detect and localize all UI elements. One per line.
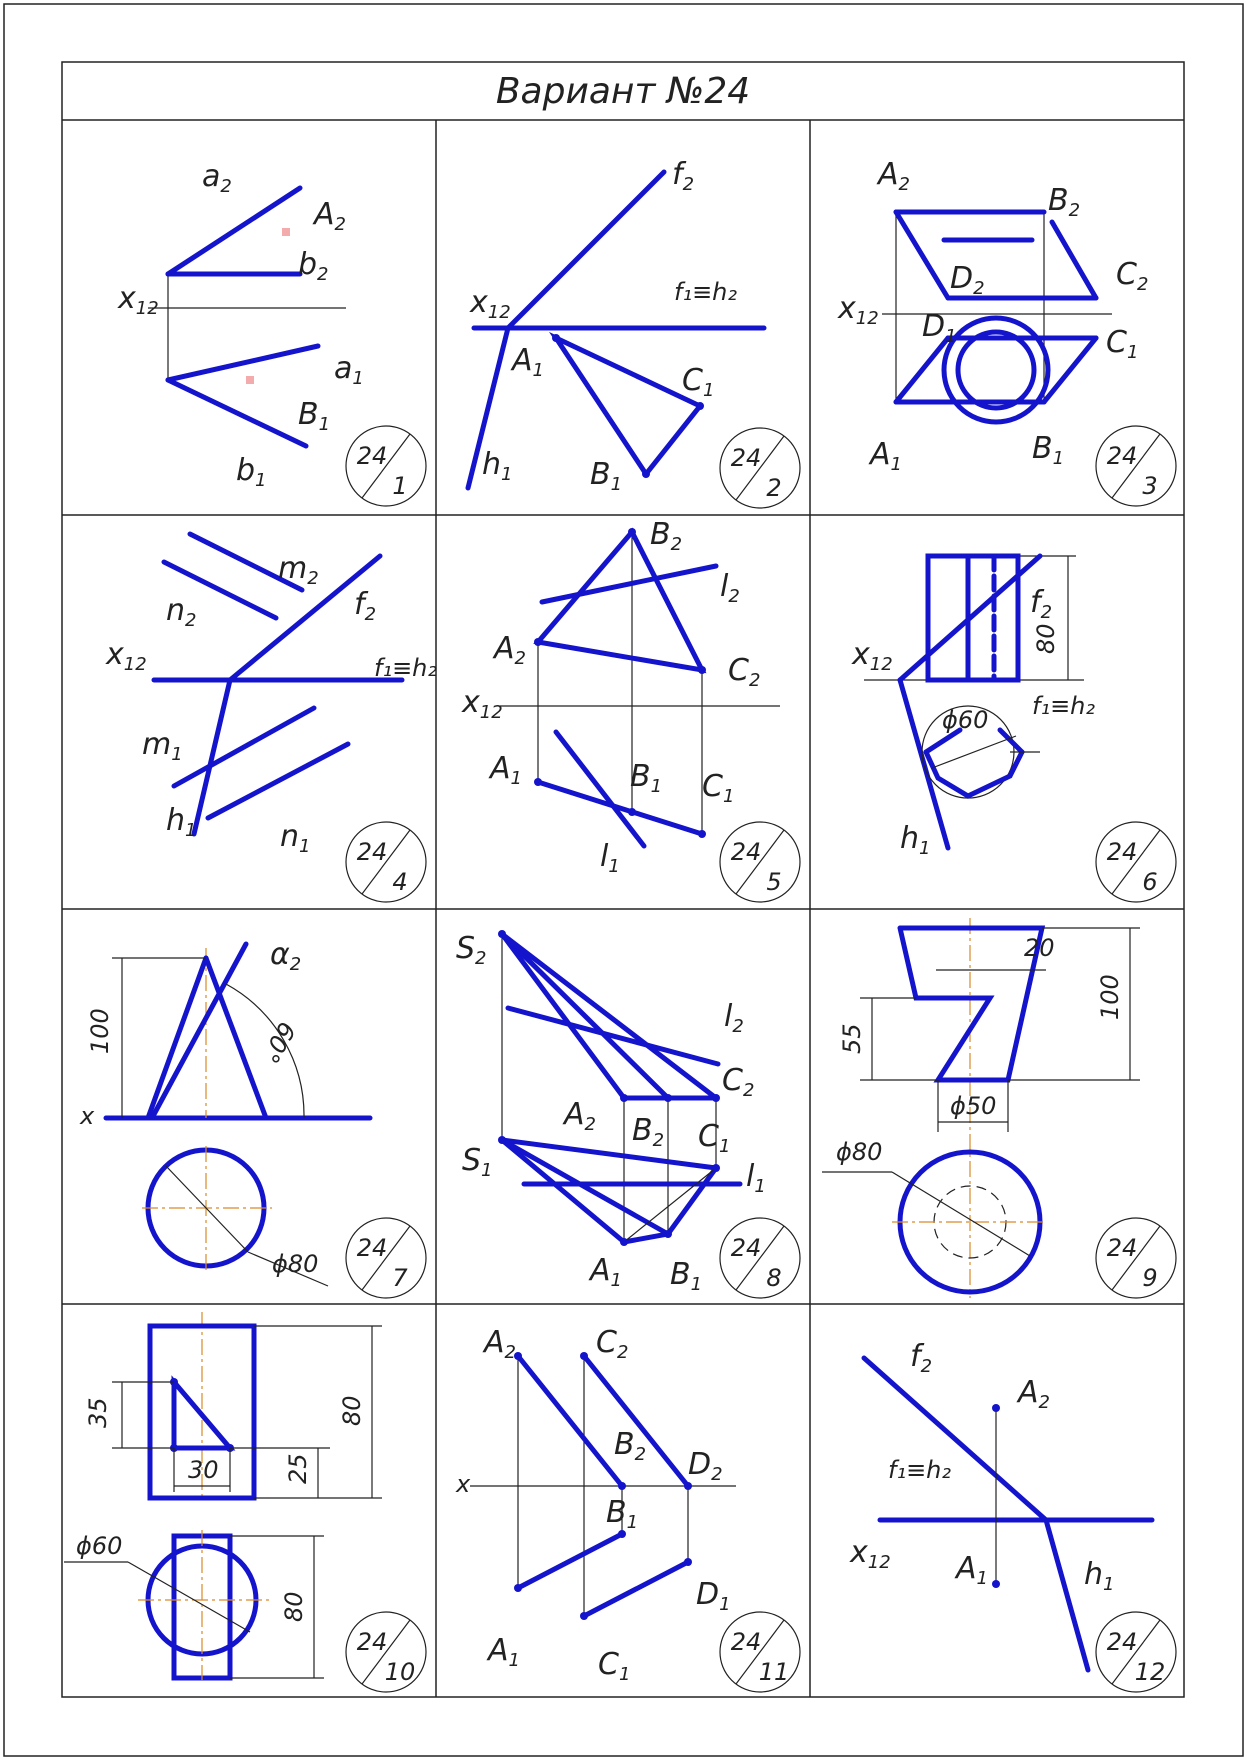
label-B1: B [630, 759, 651, 794]
label-B1: B [590, 457, 611, 492]
svg-text:A2: $A_2$ [484, 1325, 516, 1363]
svg-text:B1: $B_1$ [606, 1495, 639, 1533]
svg-text:x12: $x_{12}$ [850, 1535, 891, 1573]
svg-text:A1: $A_1$ [512, 343, 544, 381]
svg-text:D2: $D_2$ [950, 261, 985, 299]
label-x12: x [470, 285, 488, 320]
stamp-2 [720, 428, 800, 508]
svg-text:24: 24 [1106, 1628, 1138, 1656]
label-A2: A [494, 631, 515, 666]
svg-text:B1: $B_1$ [298, 397, 331, 435]
svg-text:8: 8 [766, 1264, 782, 1292]
dim-35: 35 [84, 1397, 112, 1428]
svg-text:A2: $A_2$ [494, 631, 526, 669]
svg-text:A2: $A_2$ [878, 157, 910, 195]
label-B2: B [1048, 183, 1069, 218]
label-B1: B [1032, 431, 1053, 466]
svg-text:A2: $A_2$ [314, 197, 346, 235]
label-C2: C [728, 653, 749, 688]
svg-text:A2: $A_2$ [564, 1097, 596, 1135]
label-A1: A [870, 437, 891, 472]
svg-text:S1: $S_1$ [462, 1143, 493, 1181]
label-C2: C [596, 1325, 617, 1360]
label-h1: h [1084, 1557, 1104, 1592]
svg-text:S2: $S_2$ [456, 931, 487, 969]
svg-text:C1: $C_1$ [698, 1119, 731, 1157]
stamp-9 [1096, 1218, 1176, 1298]
svg-text:24: 24 [730, 1234, 762, 1262]
svg-text:x12: $x_{12}$ [838, 291, 879, 329]
label-b1: b [236, 453, 256, 488]
svg-text:B2: $B_2$ [650, 517, 683, 555]
dim-phi80: ϕ80 [836, 1138, 883, 1166]
label-C1: C [682, 363, 703, 398]
svg-text:f2: $f_2$ [1030, 585, 1053, 623]
label-C1: C [698, 1119, 719, 1154]
svg-text:m2: $m_2$ [278, 551, 319, 589]
label-A2: A [1018, 1375, 1039, 1410]
svg-text:B1: $B_1$ [670, 1257, 703, 1295]
panel-12 [849, 1339, 1176, 1692]
label-B2: B [650, 517, 671, 552]
label-n2: n [166, 593, 186, 628]
label-A2: A [484, 1325, 505, 1360]
label-x: x [456, 1470, 471, 1498]
label-S2: S [456, 931, 476, 966]
label-A1: A [956, 1551, 977, 1586]
label-A1: A [490, 751, 511, 786]
dim-20: 20 [1024, 934, 1055, 962]
svg-text:a1: $a_1$ [334, 351, 364, 389]
svg-text:C2: $C_2$ [596, 1325, 629, 1363]
label-C2: C [722, 1063, 743, 1098]
panel-10 [64, 1312, 426, 1692]
panel-9 [822, 918, 1176, 1298]
label-l2: l [724, 999, 733, 1034]
label-f1-h2: f₁≡h₂ [1032, 692, 1096, 720]
label-D2: D [688, 1447, 712, 1482]
svg-text:α2: $\alpha_2$ [270, 937, 302, 975]
label-A1: A [512, 343, 533, 378]
panel-7 [79, 937, 426, 1298]
label-x: x [80, 1102, 95, 1130]
label-x12: x [850, 1535, 868, 1570]
label-A2: A [314, 197, 335, 232]
svg-text:24: 24 [1106, 442, 1138, 470]
svg-text:24: 24 [730, 1628, 762, 1656]
label-D1: D [696, 1577, 720, 1612]
label-m1: m [142, 727, 172, 762]
svg-text:B1: $B_1$ [1032, 431, 1065, 469]
svg-text:10: 10 [384, 1658, 416, 1686]
svg-text:C2: $C_2$ [722, 1063, 755, 1101]
label-a1: a [334, 351, 353, 386]
svg-text:l2: $l_2$ [720, 569, 740, 607]
label-b2: b [298, 247, 318, 282]
svg-text:f2: $f_2$ [910, 1339, 933, 1377]
svg-text:m1: $m_1$ [142, 727, 183, 765]
label-B1: B [298, 397, 319, 432]
svg-text:1: 1 [392, 472, 408, 500]
svg-text:A1: $A_1$ [490, 751, 522, 789]
svg-text:l1: $l_1$ [746, 1159, 766, 1197]
svg-text:24: 24 [356, 1234, 388, 1262]
svg-text:12: 12 [1134, 1658, 1166, 1686]
label-l1: l [746, 1159, 755, 1194]
svg-text:D2: $D_2$ [688, 1447, 723, 1485]
svg-text:x12: $x_{12}$ [118, 281, 159, 319]
label-x12: x [838, 291, 856, 326]
label-h1: h [900, 821, 920, 856]
panel-6 [851, 556, 1176, 902]
svg-text:24: 24 [730, 838, 762, 866]
label-B2: B [614, 1427, 635, 1462]
svg-text:24: 24 [1106, 1234, 1138, 1262]
stamp-12 [1096, 1612, 1176, 1692]
stamp-3 [1096, 426, 1176, 506]
label-D1: D [922, 309, 946, 344]
svg-text:B2: $B_2$ [614, 1427, 647, 1465]
label-x12: x [852, 637, 870, 672]
dim-100: 100 [86, 1008, 114, 1054]
panel-5 [461, 517, 800, 902]
svg-text:24: 24 [356, 838, 388, 866]
stamp-10 [346, 1612, 426, 1692]
svg-text:l2: $l_2$ [724, 999, 744, 1037]
label-f2: f [354, 587, 365, 622]
svg-text:24: 24 [730, 444, 762, 472]
svg-text:9: 9 [1142, 1264, 1158, 1292]
dim-100: 100 [1096, 974, 1124, 1020]
svg-text:h1: $h_1$ [166, 803, 197, 841]
dim-25: 25 [284, 1453, 312, 1484]
svg-text:11: 11 [758, 1658, 790, 1686]
svg-text:D1: $D_1$ [696, 1577, 731, 1615]
svg-text:n1: $n_1$ [280, 819, 311, 857]
label-h1: h [482, 447, 502, 482]
label-A1: A [488, 1633, 509, 1668]
dim-30: 30 [188, 1456, 219, 1484]
dim-phi60: ϕ60 [942, 706, 989, 734]
svg-text:24: 24 [356, 1628, 388, 1656]
dim-angle: 60° [255, 1017, 302, 1068]
svg-text:A2: $A_2$ [1018, 1375, 1050, 1413]
svg-text:7: 7 [392, 1264, 408, 1292]
stamp-6 [1096, 822, 1176, 902]
svg-text:n2: $n_2$ [166, 593, 197, 631]
stamp-11 [720, 1612, 800, 1692]
svg-text:A1: $A_1$ [870, 437, 902, 475]
label-m2: m [278, 551, 308, 586]
svg-text:A1: $A_1$ [590, 1253, 622, 1291]
svg-text:x12: $x_{12}$ [106, 637, 147, 675]
svg-text:A1: $A_1$ [956, 1551, 988, 1589]
label-f1-h2: f₁≡h₂ [888, 1456, 952, 1484]
svg-text:24: 24 [356, 442, 388, 470]
svg-text:5: 5 [766, 868, 782, 896]
svg-text:B2: $B_2$ [632, 1113, 665, 1151]
svg-text:6: 6 [1142, 868, 1158, 896]
label-C1: C [702, 769, 723, 804]
label-f1-h2: f₁≡h₂ [674, 278, 738, 306]
panel-1 [117, 159, 426, 506]
svg-text:C2: $C_2$ [728, 653, 761, 691]
label-x12: x [462, 685, 480, 720]
label-f2: f [672, 157, 683, 192]
svg-text:3: 3 [1142, 472, 1158, 500]
dim-phi60: ϕ60 [76, 1532, 123, 1560]
svg-text:C1: $C_1$ [1106, 325, 1139, 363]
dim-phi50: ϕ50 [950, 1092, 997, 1120]
panel-3 [837, 157, 1176, 506]
svg-text:h1: $h_1$ [1084, 1557, 1115, 1595]
svg-text:h1: $h_1$ [482, 447, 513, 485]
label-B1: B [670, 1257, 691, 1292]
svg-text:B1: $B_1$ [590, 457, 623, 495]
svg-text:B2: $B_2$ [1048, 183, 1081, 221]
svg-text:2: 2 [766, 474, 782, 502]
panel-2 [468, 157, 800, 508]
label-C2: C [1116, 257, 1137, 292]
label-l2: l [720, 569, 729, 604]
label-C1: C [598, 1647, 619, 1682]
page-border [4, 4, 1243, 1756]
label-A2: A [878, 157, 899, 192]
label-a2: a [202, 159, 221, 194]
stamp-7 [346, 1218, 426, 1298]
dim-55: 55 [838, 1023, 866, 1054]
label-f2: f [1030, 585, 1041, 620]
svg-text:x12: $x_{12}$ [852, 637, 893, 675]
panel-11 [455, 1325, 800, 1692]
sheet-title: Вариант №24 [495, 71, 751, 112]
stamp-8 [720, 1218, 800, 1298]
label-l1: l [600, 839, 609, 874]
label-B2: B [632, 1113, 653, 1148]
panel-8 [456, 930, 800, 1298]
dim-phi80: ϕ80 [272, 1250, 319, 1278]
svg-text:A1: $A_1$ [488, 1633, 520, 1671]
label-f1-h2: f₁≡h₂ [374, 654, 438, 682]
svg-text:4: 4 [392, 868, 408, 896]
svg-text:D1: $D_1$ [922, 309, 957, 347]
svg-text:24: 24 [1106, 838, 1138, 866]
svg-text:C1: $C_1$ [598, 1647, 631, 1685]
stamp-1 [346, 426, 426, 506]
svg-text:x12: $x_{12}$ [470, 285, 511, 323]
label-h1: h [166, 803, 186, 838]
svg-text:b1: $b_1$ [236, 453, 267, 491]
svg-text:b2: $b_2$ [298, 247, 329, 285]
dim-80-bottom: 80 [280, 1591, 308, 1622]
label-A2: A [564, 1097, 585, 1132]
svg-text:B1: $B_1$ [630, 759, 663, 797]
svg-text:l1: $l_1$ [600, 839, 620, 877]
dim-80: 80 [1032, 623, 1060, 654]
svg-text:a2: $a_2$ [202, 159, 232, 197]
label-S1: S [462, 1143, 482, 1178]
label-alpha2: α [270, 937, 290, 972]
stamp-5 [720, 822, 800, 902]
svg-text:f2: $f_2$ [672, 157, 695, 195]
label-x12: x [106, 637, 124, 672]
svg-text:f2: $f_2$ [354, 587, 377, 625]
panel-4 [105, 534, 437, 902]
svg-text:h1: $h_1$ [900, 821, 931, 859]
label-n1: n [280, 819, 300, 854]
label-D2: D [950, 261, 974, 296]
stamp-4 [346, 822, 426, 902]
label-f2: f [910, 1339, 921, 1374]
label-A1: A [590, 1253, 611, 1288]
svg-text:C1: $C_1$ [682, 363, 715, 401]
label-C1: C [1106, 325, 1127, 360]
dim-80-top: 80 [338, 1395, 366, 1426]
svg-text:x12: $x_{12}$ [462, 685, 503, 723]
svg-text:C1: $C_1$ [702, 769, 735, 807]
svg-text:C2: $C_2$ [1116, 257, 1149, 295]
label-B1: B [606, 1495, 627, 1530]
label-x12: x [118, 281, 136, 316]
